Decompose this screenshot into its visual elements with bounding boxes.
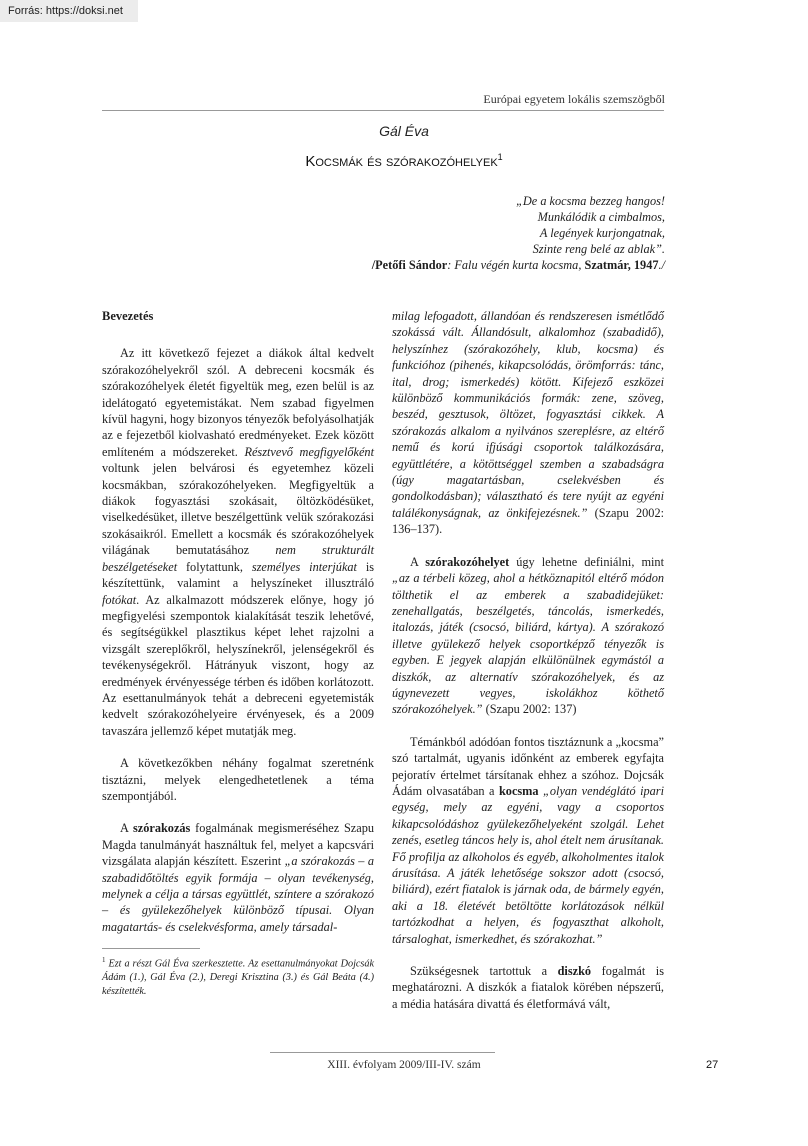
title-footnote-mark[interactable]: 1	[497, 152, 503, 162]
section-heading: Bevezetés	[102, 309, 154, 323]
left-column	[102, 308, 374, 935]
source-banner: Forrás: https://doksi.net	[0, 0, 138, 22]
epigraph	[245, 193, 665, 273]
paragraph: Az itt következő fejezet a diákok által kedvelt szórakozóhelyekről szól. A debreceni kocsmák és szórakozóhelyek életét figyeltük meg, ezen belül is az idelátogató egyetemistákat. Nem szabad figyelmen kívül hagyni, hogy bizonyos tényezők befolyásolhatják az e fejezetből kiolvasható eredményeket. Ezek között említeném a módszereket. Résztvevő megfigyelőként voltunk jelen belvárosi és egyetemhez közeli kocsmákban, szórakozóhelyeken. Megfigyeltük a diákok fogyasztási szokásait, öltözködésüket, viselkedésüket, illetve beszélgettünk velük szórakozási szokásaikról. Emellett a kocsmák és szórakozóhelyek világának bemutatásához nem strukturált beszélgetéseket folytattunk, személyes interjúkat is készítettünk, valamint a helyszíneket illusztráló fotókat. Az alkalmazott módszerek előnye, hogy jó megfigyelési szempontok kialakítását teszik lehetővé, és segítségükkel plasztikus képet lehet rajzolni a vizsgált szereplőkről, helyszínekről, jelenségekről és tevékenységekről. Hátrányuk viszont, hogy az eredmények érvényessége térben és időben korlátozott. Az esettanulmányok tehát a debreceni egyetemisták kedvelt szórakozóhelyeire érvényesek, és a 2009 tavaszára jellemző képet mutatják meg.	[102, 346, 375, 738]
epigraph-line: Szinte reng belé az ablak”.	[532, 242, 665, 257]
running-head: Európai egyetem lokális szemszögből	[483, 92, 665, 106]
right-column	[392, 308, 664, 1012]
issue-info: XIII. évfolyam 2009/III-IV. szám	[327, 1059, 481, 1071]
paragraph: Témánkból adódóan fontos tisztáznunk a „kocsma” szó tartalmát, ugyanis időnként az emberek egyfajta pejoratív értelmet társítanak ehhez a szóhoz. Dojcsák Ádám olvasatában a kocsma „olyan vendéglátó ipari egység, mely az egyéni, vagy a csoportos kikapcsolódáshoz gyülekezőhelyeként szolgál. Lehet zenés, esetleg táncos hely is, ahol ételt nem árusítanak. Fő profilja az alkoholos és egyéb, alkoholmentes italok árusítása. A játék lehetősége sokszor adott (csocsó, biliárd), ezért fiatalok is járnak oda, de bármely egyén, aki a 18. életévét betöltötte korlátozások nélkül tartózkodhat a helyen, és fogyaszthat alkoholt, társaloghat, ismerkedhet, és szórakozhat.”	[392, 734, 664, 946]
term-kocsma: kocsma	[498, 783, 539, 798]
page-number: 27	[706, 1059, 719, 1071]
cite-author: Petőfi Sándor	[375, 258, 448, 273]
author-name: Gál Éva	[379, 123, 429, 139]
article-title: Kocsmák és szórakozóhelyek$^1$	[305, 152, 503, 170]
cite-place-year: Szatmár, 1947	[584, 258, 659, 273]
header-rule	[102, 110, 664, 111]
paragraph: milag lefogadott, állandóan és rendszeresen ismétlődő szokássá vált. Állandósult, alkalomhoz (szabadidő), helyszínhez (szórakozóhely, klub, kocsma) és funkcióhoz (pihenés, kikapcsolódás, örömforrás: tánc, ital, drog; ismerkedés) kötött. Kifejező eszközei különböző kommunikációs formák: zene, szöveg, beszéd, gesztusok, öltözet, fogyasztási cikkek. A szórakozás alkalom a nyilvános szereplésre, az eltérő nemű és korú ifjúsági csoportok találkozására, együttlétére, a kötöttséggel szemben a szabadságra (úgy magatartásban, cselekvésben és gondolkodásban); választható és tere nyújt az egyéni találékonyságnak, az önkifejezésnek.” (Szapu 2002: 136–137).	[392, 309, 665, 537]
term-szorakozas: szórakozás	[132, 821, 191, 836]
footnote-rule	[102, 948, 200, 949]
footnote: $^1$ Ezt a részt Gál Éva szerkesztette. Az esettanulmányokat Dojcsák Ádám (1.), Gál Éva (2.), Deregi Krisztina (3.) és Gál Beáta (4.) készítették.	[102, 956, 374, 998]
paragraph: Szükségesnek tartottuk a diszkó fogalmát is meghatározni. A diszkók a fiatalok körében népszerű, a média hatására divattá és életformává vált,	[392, 964, 664, 1011]
epigraph-line: „De a kocsma bezzeg hangos!	[516, 194, 665, 208]
paragraph: A szórakozás fogalmának megismeréséhez Szapu Magda tanulmányát használtuk fel, melyet a kapcsvári vizsgálata alapján készített. Eszerint „a szórakozás – a szabadidőtöltés egyik formája – olyan tevékenység, melynek a célja a társas együttlét, színtere a szórakozó – és gyülekezőhelyek különböző típusai. Olyan magatartás- és cselekvésforma, amely társadal-	[102, 821, 374, 934]
footer-rule	[270, 1052, 495, 1053]
epigraph-line: Munkálódik a cimbalmos,	[537, 210, 665, 225]
term-diszko: diszkó	[557, 964, 592, 979]
epigraph-citation: /Petőfi Sándor: Falu végén kurta kocsma, Szatmár, 1947./	[371, 258, 665, 273]
paragraph: A következőkben néhány fogalmat szeretnénk tisztázni, melyek elengedhetetlenek a téma szempontjából.	[102, 756, 374, 803]
epigraph-line: A legények kurjongatnak,	[539, 226, 665, 241]
paragraph: A szórakozóhelyet úgy lehetne definiálni, mint „az a térbeli közeg, ahol a hétköznapitól eltérő módon tölthetik el az emberek a szabadidejüket: zenehallgatás, beszélgetés, táncolás, ismerkedés, italozás, játék (csocsó, biliárd, kártya). A szórakozó illetve gyülekező helyek csoportképző tényezők is egyben. E jegyek alapján elkülönülnek egymástól a diszkók, az alternatív szórakozóhelyek, és az úgynevezett vegyes, iskolákhoz köthető szórakozóhelyek.” (Szapu 2002: 137)	[392, 554, 664, 717]
term-szorakozohely: szórakozóhelyet	[425, 554, 510, 569]
